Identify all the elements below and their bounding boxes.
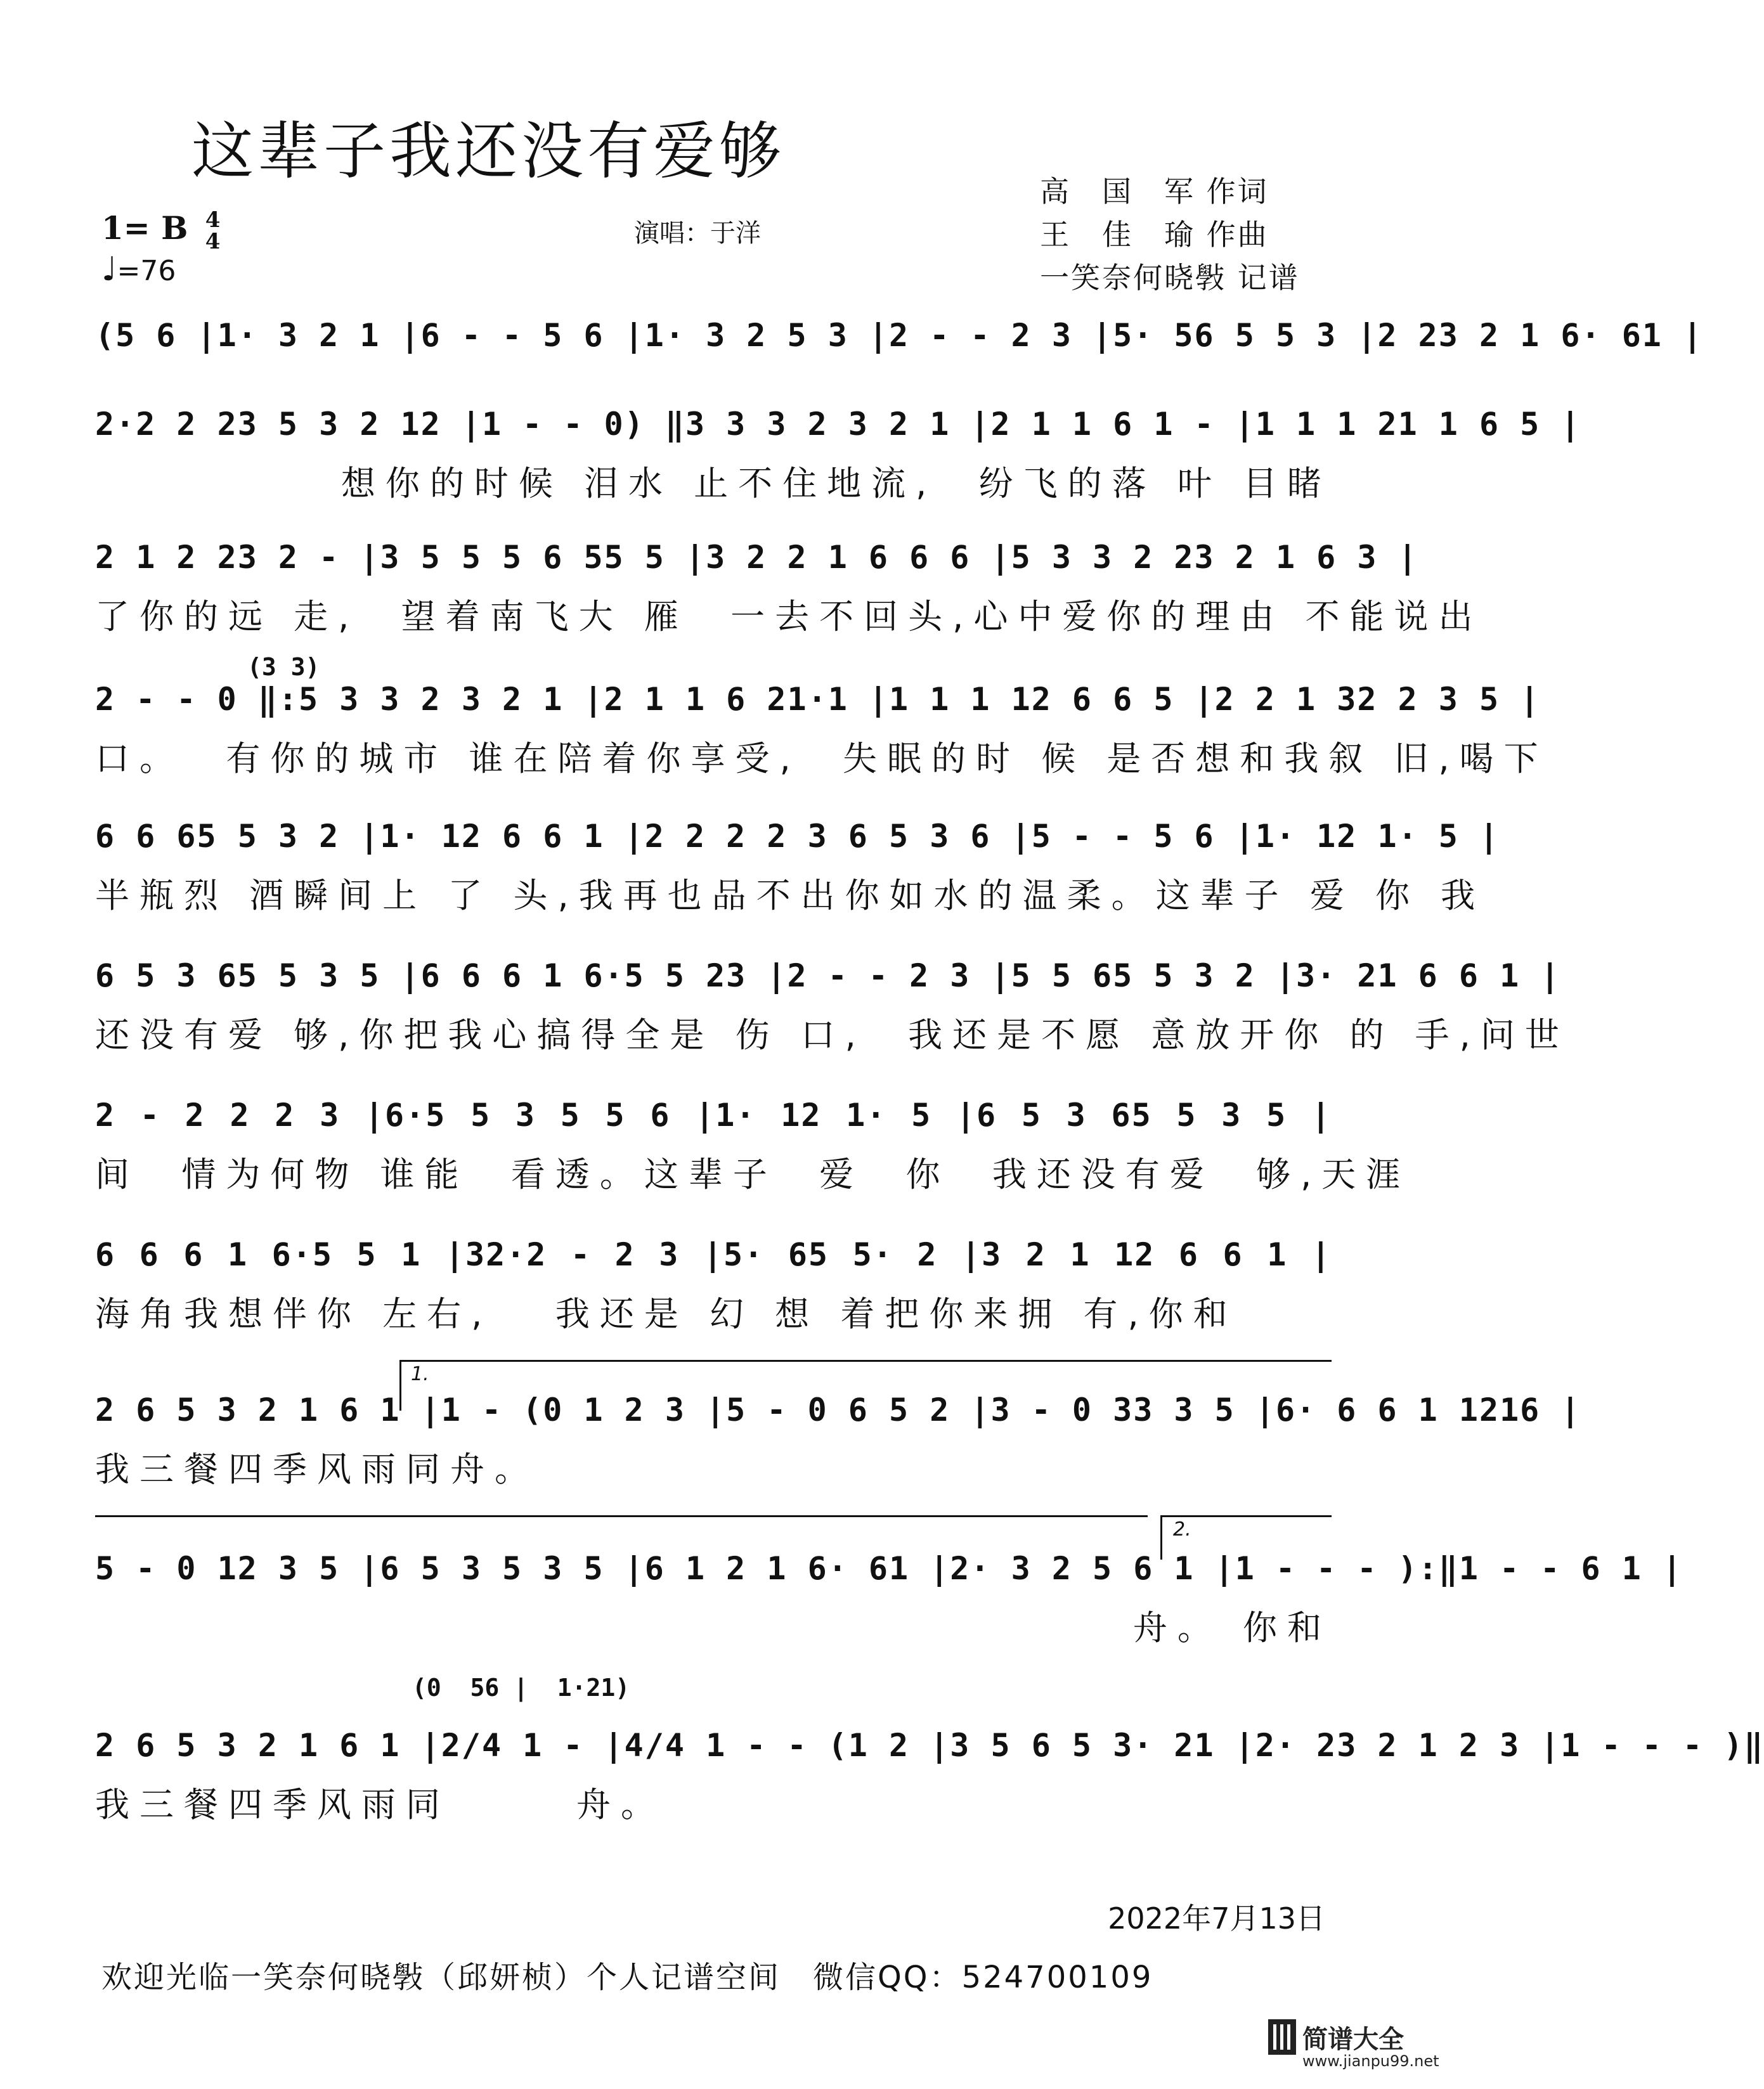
- volta-1-label: 1.: [411, 1363, 429, 1385]
- credits-block: [1040, 170, 1300, 299]
- alternate-notes-hint: (3 3): [247, 653, 320, 681]
- tempo-value: =76: [117, 255, 176, 287]
- lyrics-line: 海角我想伴你 左右, 我还是 幻 想 着把你来拥 有,你和: [95, 1294, 1238, 1334]
- tempo-mark: [101, 250, 176, 288]
- score-system-9: [95, 1392, 1581, 1491]
- notation-line: 5 - 0 12 3 5 |6 5 3 5 3 5 |6 1 2 1 6· 61 |2· 3 2 5 6 1 |1 - - - ):‖1 - - 6 1 |: [95, 1550, 1683, 1587]
- score-system-5: [95, 818, 1500, 917]
- notation-line: 6 5 3 65 5 3 5 |6 6 6 1 6·5 5 23 |2 - - 2 3 |5 5 65 5 3 2 |3· 21 6 6 1 |: [95, 957, 1561, 994]
- singer-credit: 演唱：于洋: [634, 219, 761, 248]
- transcription-date: 2022年7月13日: [1108, 1901, 1325, 1936]
- notation-line: 2 6 5 3 2 1 6 1 |2/4 1 - |4/4 1 - - (1 2 |3 5 6 5 3· 21 |2· 23 2 1 2 3 |1 - - - )‖: [95, 1727, 1764, 1764]
- notation-line: 2 1 2 23 2 - |3 5 5 5 6 55 5 |3 2 2 1 6 6 6 |5 3 3 2 23 2 1 6 3 |: [95, 539, 1418, 576]
- volta-1-bracket: [399, 1360, 1332, 1362]
- score-system-10: [95, 1550, 1683, 1650]
- volta-2-label: 2.: [1173, 1518, 1191, 1541]
- transcriber-credit: 一笑奈何晓斅 记谱: [1040, 261, 1300, 295]
- song-title: 这辈子我还没有爱够: [191, 115, 785, 188]
- piano-keys-icon: [1268, 2019, 1296, 2055]
- lyrics-line: 想你的时候 泪水 止不住地流, 纷飞的落 叶 目睹: [340, 463, 1332, 503]
- lyrics-line: 我三餐四季风雨同 舟。: [95, 1785, 665, 1825]
- watermark-url: www.jianpu99.net: [1302, 2052, 1439, 2070]
- score-system-7: [95, 1097, 1411, 1196]
- notation-line: 2 - - 0 ‖:5 3 3 2 3 2 1 |2 1 1 6 21·1 |1 1 1 12 6 6 5 |2 2 1 32 2 3 5 |: [95, 681, 1541, 718]
- composer-credit: 王 佳 瑜 作曲: [1040, 217, 1269, 252]
- notation-line: 2 - 2 2 2 3 |6·5 5 3 5 5 6 |1· 12 1· 5 |6 5 3 65 5 3 5 |: [95, 1097, 1332, 1134]
- key-label: 1= B: [101, 209, 188, 247]
- score-system-11: [95, 1674, 1764, 1827]
- volta-2-bracket: [1160, 1515, 1332, 1517]
- lyrics-line: 半瓶烈 酒瞬间上 了 头,我再也品不出你如水的温柔。这辈子 爱 你 我: [95, 876, 1486, 915]
- lyrics-line: 间 情为何物 谁能 看透。这辈子 爱 你 我还没有爱 够,天涯: [95, 1154, 1411, 1194]
- score-system-6: [95, 957, 1569, 1057]
- score-system-4: [95, 653, 1548, 780]
- lyrics-line: 舟。 你和: [1132, 1608, 1332, 1648]
- lyrics-line: 了你的远 走, 望着南飞大 雁 一去不回头,心中爱你的理由 不能说出: [95, 597, 1483, 637]
- time-signature-bottom: 4: [205, 229, 221, 254]
- notation-line: 6 6 65 5 3 2 |1· 12 6 6 1 |2 2 2 2 3 6 5 3 6 |5 - - 5 6 |1· 12 1· 5 |: [95, 818, 1500, 855]
- lyrics-line: 还没有爱 够,你把我心搞得全是 伤 口, 我还是不愿 意放开你 的 手,问世: [95, 1015, 1569, 1055]
- site-watermark: [1268, 2019, 1439, 2076]
- notation-line: 6 6 6 1 6·5 5 1 |32·2 - 2 3 |5· 65 5· 2 |3 2 1 12 6 6 1 |: [95, 1236, 1332, 1273]
- lyrics-line: 我三餐四季风雨同舟。: [95, 1449, 539, 1489]
- lyrics-line: 口。 有你的城市 谁在陪着你享受, 失眠的时 候 是否想和我叙 旧,喝下: [95, 739, 1548, 779]
- volta-1-continuation: [95, 1515, 1148, 1517]
- time-signature-top: 4: [205, 207, 221, 233]
- footer-text: 欢迎光临一笑奈何晓斅（邱妍桢）个人记谱空间 微信QQ：524700109: [101, 1960, 1153, 1995]
- watermark-name: 简谱大全: [1302, 2025, 1404, 2054]
- score-system-3: [95, 539, 1483, 638]
- time-signature: [205, 209, 221, 252]
- notation-line: 2·2 2 23 5 3 2 12 |1 - - 0) ‖3 3 3 2 3 2 1 |2 1 1 6 1 - |1 1 1 21 1 6 5 |: [95, 406, 1581, 443]
- quarter-note-icon: ♩: [101, 250, 117, 288]
- score-system-1: [95, 317, 1704, 354]
- lyricist-credit: 高 国 军 作词: [1040, 174, 1269, 209]
- notation-line: 2 6 5 3 2 1 6 1 |1 - (0 1 2 3 |5 - 0 6 5 2 |3 - 0 33 3 5 |6· 6 6 1 1216 |: [95, 1392, 1581, 1428]
- key-signature: [101, 209, 220, 252]
- score-system-2: [95, 406, 1581, 505]
- score-system-8: [95, 1236, 1332, 1336]
- notation-line: (5 6 |1· 3 2 1 |6 - - 5 6 |1· 3 2 5 3 |2 - - 2 3 |5· 56 5 5 3 |2 23 2 1 6· 61 |: [95, 317, 1704, 354]
- alternate-notes-hint: (0 56 | 1·21): [412, 1674, 630, 1702]
